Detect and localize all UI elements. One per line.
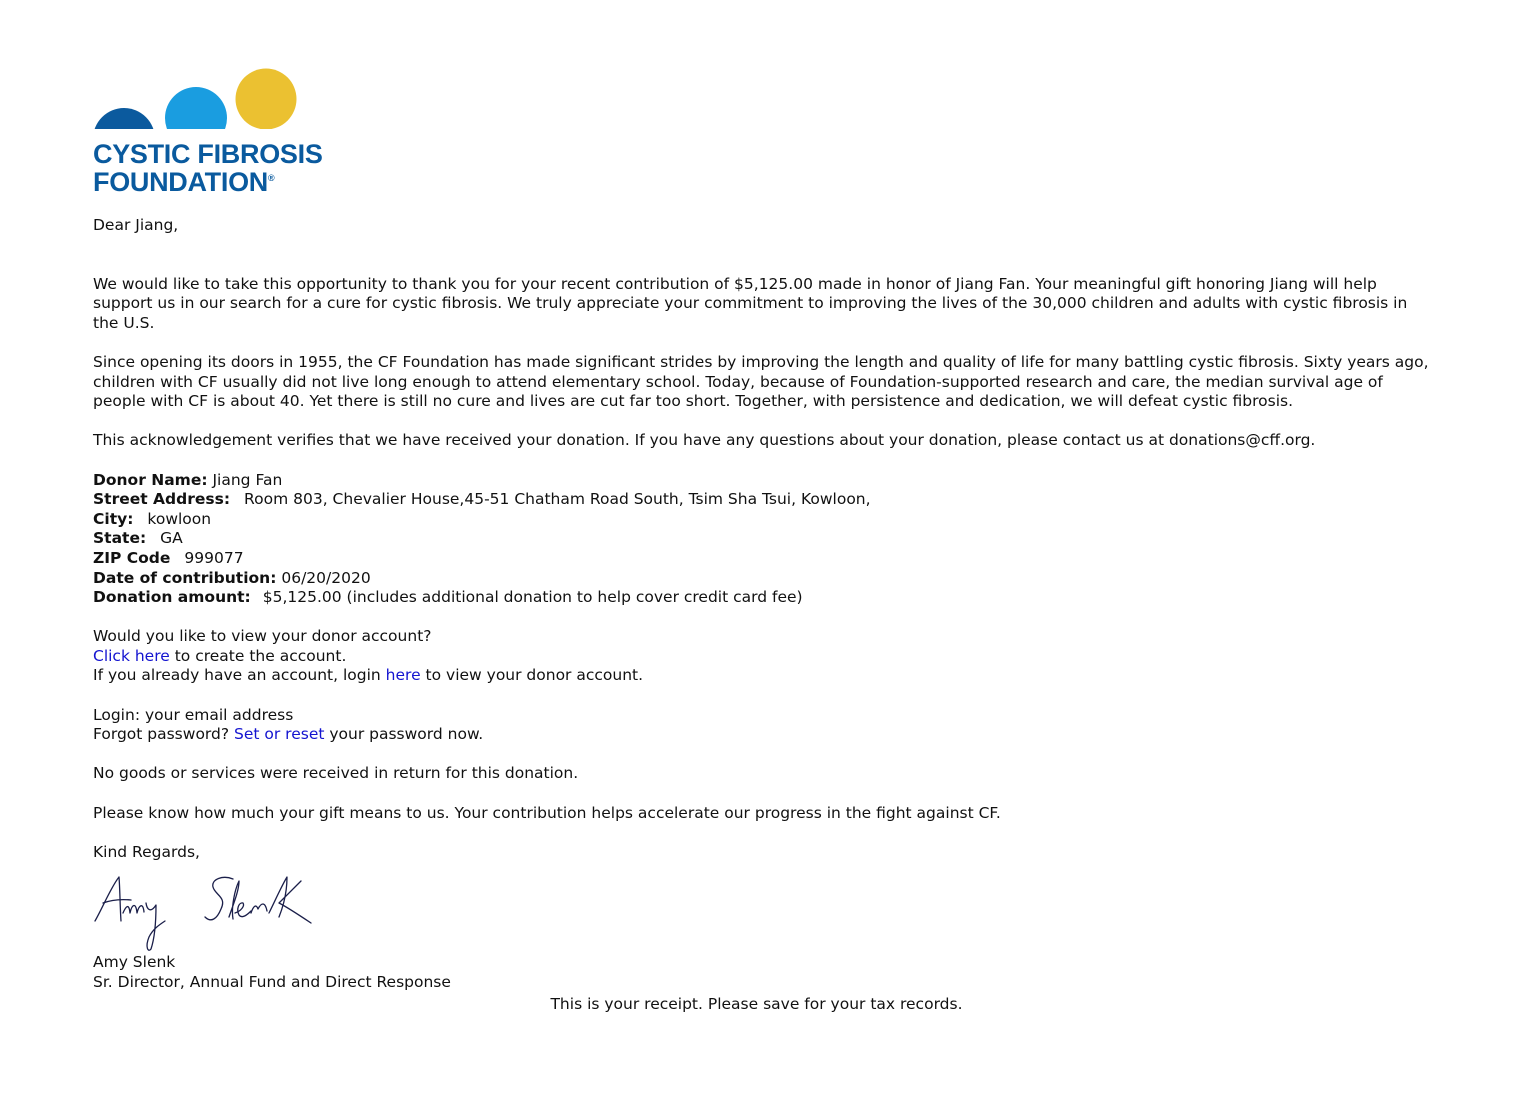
forgot-suffix-text: your password now.	[324, 725, 484, 744]
click-here-link[interactable]: Click here	[93, 646, 170, 665]
contribution-date-label: Date of contribution:	[93, 568, 277, 587]
signer-title: Sr. Director, Annual Fund and Direct Response	[93, 973, 451, 991]
login-line	[93, 666, 1433, 686]
street-address-value: Room 803, Chevalier House,45-51 Chatham Road South, Tsim Sha Tsui, Kowloon,	[244, 490, 871, 509]
receipt-footer-note: This is your receipt. Please save for your tax records.	[550, 995, 963, 1013]
logo-line-2: FOUNDATION®	[93, 167, 275, 197]
letter-body	[93, 216, 1433, 993]
street-address-label: Street Address:	[93, 490, 231, 509]
greeting: Dear Jiang,	[93, 216, 179, 234]
donor-account-section	[93, 627, 1433, 686]
login-suffix-text: to view your donor account.	[420, 666, 644, 685]
state-row	[93, 529, 1433, 549]
signature-image	[93, 873, 323, 955]
zip-code-row	[93, 549, 1433, 569]
city-value: kowloon	[147, 509, 212, 528]
account-question: Would you like to view your donor account?	[93, 627, 432, 646]
zip-code-label: ZIP Code	[93, 548, 171, 567]
city-row	[93, 510, 1433, 530]
no-goods-statement: No goods or services were received in return for this donation.	[93, 764, 579, 783]
city-label: City:	[93, 509, 134, 528]
donor-name-label: Donor Name:	[93, 470, 208, 489]
login-info-section	[93, 706, 1433, 745]
state-label: State:	[93, 529, 147, 548]
contribution-date-row	[93, 569, 1433, 589]
donation-amount-row	[93, 588, 1433, 608]
paragraph-foundation-history: Since opening its doors in 1955, the CF Foundation has made significant strides by improving the length and quality of life for many battling cystic fibrosis. Sixty years ago, children with CF usually did not live long enough to attend elementary school. Today, because of Foundation-supported research and care, the median survival age of people with CF is about 40. Yet there is still no cure and lives are cut far too short. Together, with persistence and dedication, we will defeat cystic fibrosis.	[93, 352, 1429, 411]
create-account-text: to create the account.	[169, 646, 347, 665]
gift-means-statement: Please know how much your gift means to us. Your contribution helps accelerate our progress in the fight against CF.	[93, 803, 1001, 822]
contribution-date-value: 06/20/2020	[281, 568, 371, 587]
forgot-prefix-text: Forgot password?	[93, 725, 235, 744]
donor-name-row	[93, 471, 1433, 491]
paragraph-acknowledgement: This acknowledgement verifies that we have received your donation. If you have any questions about your donation, please contact us at donations@cff.org.	[93, 431, 1316, 450]
login-here-link[interactable]: here	[385, 666, 421, 685]
logo-dark-blue-circle	[93, 108, 155, 132]
login-prefix-text: If you already have an account, login	[93, 666, 386, 685]
donation-amount-value: $5,125.00 (includes additional donation to help cover credit card fee)	[262, 588, 803, 607]
logo-line-1: CYSTIC FIBROSIS	[93, 139, 323, 169]
paragraph-thank-you: We would like to take this opportunity to thank you for your recent contribution of $5,125.00 made in honor of Jiang Fan. Your meaningful gift honoring Jiang will help support us in our search for a cure for cystic fibrosis. We truly appreciate your commitment to improving the lives of the 30,000 children and adults with cystic fibrosis in the U.S.	[93, 274, 1408, 332]
logo-circles-icon	[93, 66, 303, 132]
state-value: GA	[160, 529, 183, 548]
registered-mark: ®	[267, 173, 275, 183]
street-address-row	[93, 490, 1433, 510]
donor-details	[93, 471, 1433, 608]
login-info: Login: your email address	[93, 705, 294, 724]
forgot-password-line	[93, 725, 1433, 745]
create-account-line	[93, 647, 1433, 667]
logo-yellow-circle	[236, 69, 297, 130]
donation-amount-label: Donation amount:	[93, 588, 251, 607]
logo-wordmark	[93, 140, 323, 196]
set-or-reset-link[interactable]: Set or reset	[234, 725, 325, 744]
logo-light-blue-circle	[165, 87, 227, 132]
zip-code-value: 999077	[184, 548, 244, 567]
kind-regards: Kind Regards,	[93, 842, 200, 861]
signer-name: Amy Slenk	[93, 953, 176, 972]
donor-name-value: Jiang Fan	[212, 470, 283, 489]
cf-foundation-logo	[93, 66, 353, 201]
